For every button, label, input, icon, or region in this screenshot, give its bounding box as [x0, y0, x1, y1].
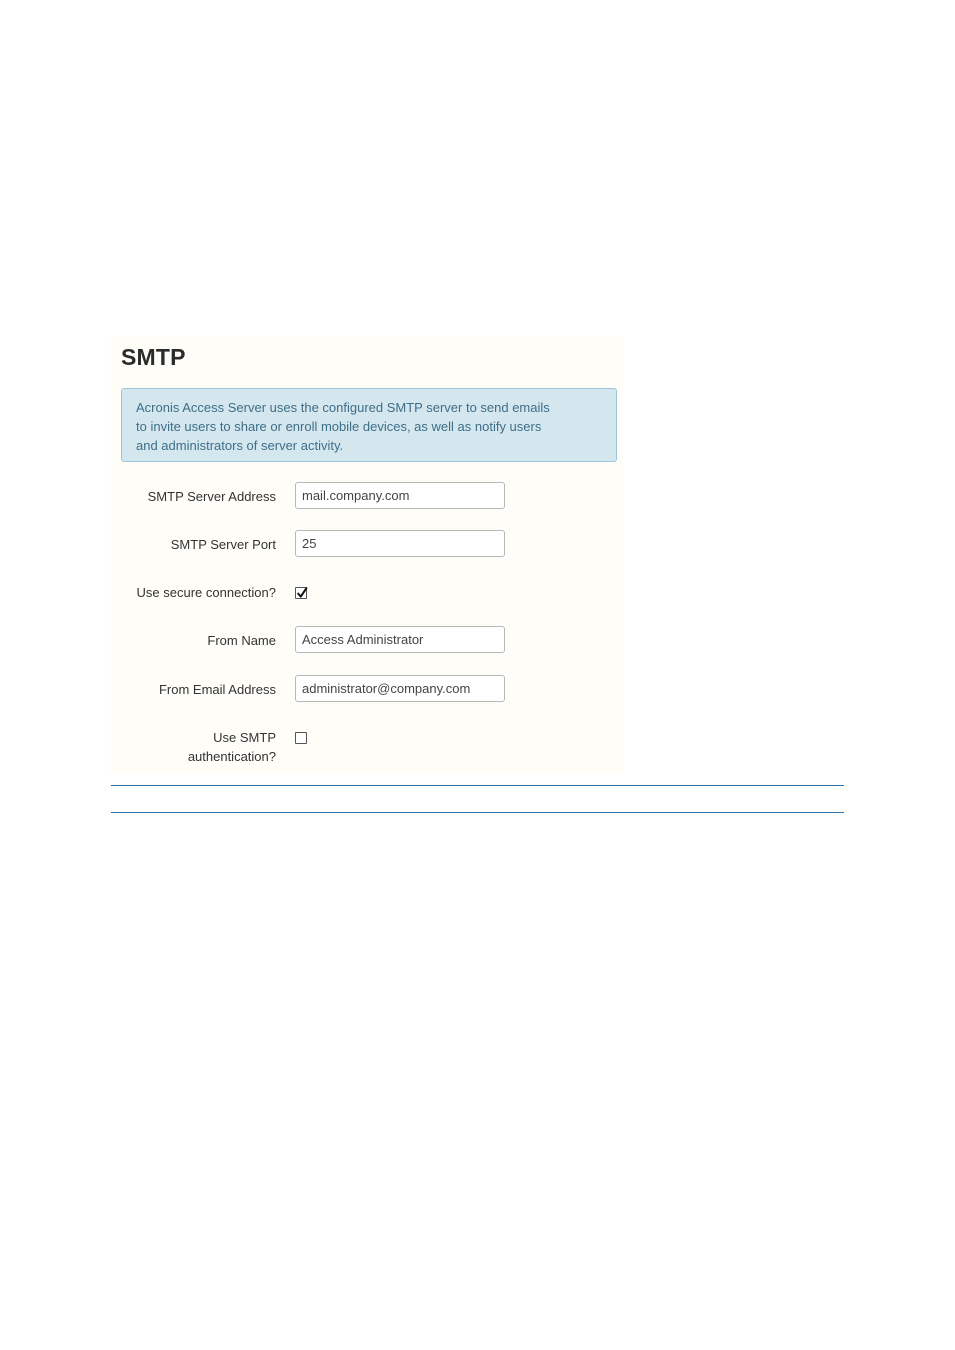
- secure-connection-checkbox[interactable]: [295, 587, 307, 599]
- smtp-settings-panel: [111, 336, 623, 774]
- from-name-input[interactable]: Access Administrator: [295, 626, 505, 653]
- smtp-auth-label: Use SMTP authentication?: [187, 730, 276, 764]
- from-email-input[interactable]: administrator@company.com: [295, 675, 505, 702]
- divider-top: [111, 785, 844, 786]
- smtp-server-address-label: SMTP Server Address: [147, 489, 276, 504]
- secure-connection-label: Use secure connection?: [136, 585, 276, 600]
- smtp-server-port-label: SMTP Server Port: [170, 537, 276, 552]
- smtp-server-address-input[interactable]: mail.company.com: [295, 482, 505, 509]
- from-email-label: From Email Address: [158, 682, 276, 697]
- from-name-label: From Name: [207, 633, 276, 648]
- smtp-server-port-input[interactable]: 25: [295, 530, 505, 557]
- divider-bottom: [111, 812, 844, 813]
- check-icon: [296, 586, 308, 600]
- page-title: SMTP: [121, 344, 186, 370]
- smtp-auth-checkbox[interactable]: [295, 732, 307, 744]
- info-alert: Acronis Access Server uses the configured SMTP server to send emails to invite users to share or enroll mobile devices, as well as notify users and administrators of server activity.: [121, 388, 617, 462]
